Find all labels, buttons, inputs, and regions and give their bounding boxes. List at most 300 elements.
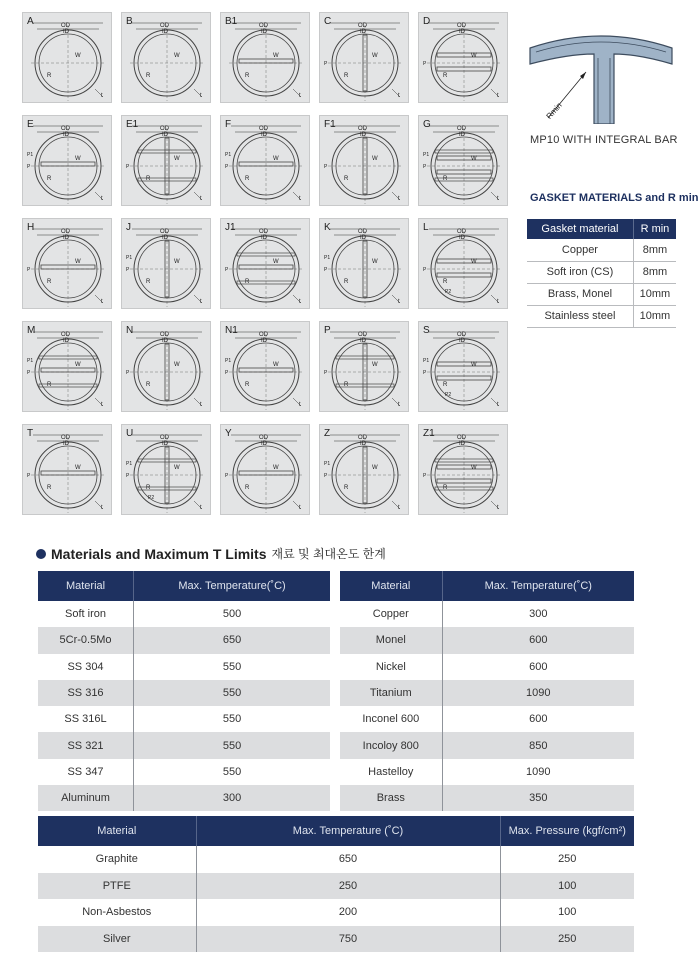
mp10-integral-bar-illustration: [528, 18, 674, 124]
shape-code-label: K: [324, 222, 331, 233]
gasket-shape-d: [418, 12, 508, 103]
svg-text:P: P: [27, 370, 31, 376]
table-row: [340, 680, 634, 706]
shape-code-label: B: [126, 16, 133, 27]
gasket-shape-f1: [319, 115, 409, 206]
svg-text:W: W: [372, 362, 378, 368]
temperature-table-right: [340, 571, 634, 811]
table-row: [527, 283, 676, 305]
cell-value: 300: [134, 785, 330, 811]
svg-text:ID: ID: [162, 235, 168, 241]
cell-material: Stainless steel: [527, 305, 633, 327]
svg-text:ID: ID: [459, 29, 465, 35]
svg-text:OD: OD: [160, 126, 169, 132]
gasket-outline-drawing: [320, 13, 409, 103]
gasket-outline-drawing: [419, 116, 508, 206]
cell-value: 1090: [442, 680, 634, 706]
gasket-shape-e1: [121, 115, 211, 206]
svg-text:W: W: [372, 156, 378, 162]
svg-text:ID: ID: [360, 132, 366, 138]
gasket-outline-drawing: [419, 322, 508, 412]
gasket-shape-j: [121, 218, 211, 309]
svg-text:OD: OD: [358, 332, 367, 338]
table-row: [340, 601, 634, 627]
cell-material: Brass: [340, 785, 442, 811]
cell-material: SS 316L: [38, 706, 134, 732]
shape-code-label: E: [27, 119, 34, 130]
svg-text:R: R: [443, 485, 448, 491]
svg-text:W: W: [372, 53, 378, 59]
cell-value: 550: [222, 765, 242, 778]
shape-code-label: N1: [225, 325, 238, 336]
cell-value: 250: [196, 873, 500, 900]
header-material: Material: [340, 571, 442, 601]
svg-text:R: R: [245, 176, 250, 182]
gasket-outline-drawing: [122, 322, 211, 412]
shape-code-label: N: [126, 325, 134, 336]
gasket-outline-drawing: [419, 13, 508, 103]
gasket-outline-drawing: [320, 425, 409, 515]
svg-text:P2: P2: [445, 392, 452, 398]
cell-material: Silver: [38, 926, 196, 953]
svg-text:ID: ID: [459, 441, 465, 447]
cell-material: Nickel: [340, 654, 442, 680]
svg-text:OD: OD: [358, 126, 367, 132]
cell-material: Copper: [340, 601, 442, 627]
cell-material: Hastelloy: [340, 759, 442, 785]
cell-value: 300: [529, 608, 548, 621]
svg-text:P: P: [423, 267, 427, 273]
svg-text:W: W: [75, 465, 81, 471]
svg-text:OD: OD: [259, 229, 268, 235]
svg-text:P: P: [423, 473, 427, 479]
svg-text:P1: P1: [324, 255, 331, 261]
gasket-outline-drawing: [122, 13, 211, 103]
svg-text:P: P: [27, 473, 31, 479]
svg-text:ID: ID: [261, 132, 267, 138]
svg-text:OD: OD: [457, 126, 466, 132]
svg-text:OD: OD: [259, 126, 268, 132]
svg-text:P: P: [225, 473, 229, 479]
svg-text:W: W: [471, 465, 477, 471]
svg-text:ID: ID: [360, 441, 366, 447]
svg-text:ID: ID: [162, 441, 168, 447]
shape-code-label: Z1: [423, 428, 435, 439]
svg-text:P1: P1: [27, 358, 34, 364]
table-row: [38, 846, 634, 873]
section-title-kr: 재료 및 최대온도 한계: [271, 547, 386, 561]
svg-text:P: P: [126, 473, 130, 479]
svg-text:ID: ID: [360, 338, 366, 344]
svg-text:W: W: [75, 259, 81, 265]
shape-code-label: T: [27, 428, 34, 439]
gasket-shape-k: [319, 218, 409, 309]
table-row: [340, 732, 634, 758]
shape-code-label: A: [27, 16, 34, 27]
cell-value: 550: [134, 732, 330, 758]
gasket-outline-drawing: [23, 425, 112, 515]
cell-material: Monel: [340, 627, 442, 653]
svg-text:OD: OD: [61, 332, 70, 338]
cell-material: Soft iron: [38, 601, 134, 627]
svg-text:OD: OD: [457, 332, 466, 338]
gasket-outline-drawing: [221, 425, 310, 515]
table-row: [38, 654, 330, 680]
cell-material: PTFE: [38, 873, 196, 900]
svg-text:W: W: [174, 362, 180, 368]
table-row: [340, 785, 634, 811]
svg-text:R: R: [47, 73, 52, 79]
gasket-outline-drawing: [23, 219, 112, 309]
svg-text:ID: ID: [459, 132, 465, 138]
svg-text:W: W: [471, 156, 477, 162]
svg-text:P: P: [324, 473, 328, 479]
svg-text:OD: OD: [457, 229, 466, 235]
cell-material: Brass, Monel: [527, 283, 633, 305]
table-row: [527, 261, 676, 283]
svg-text:P2: P2: [148, 495, 155, 501]
svg-text:W: W: [75, 362, 81, 368]
svg-text:P1: P1: [225, 152, 232, 158]
gasket-shape-p: [319, 321, 409, 412]
svg-text:P: P: [423, 164, 427, 170]
svg-text:W: W: [471, 362, 477, 368]
gasket-shape-t: [22, 424, 112, 515]
svg-text:P: P: [324, 267, 328, 273]
cell-material: Copper: [527, 239, 633, 261]
svg-text:ID: ID: [162, 338, 168, 344]
svg-text:P: P: [126, 267, 130, 273]
svg-text:W: W: [372, 465, 378, 471]
cell-material: Incoloy 800: [340, 732, 442, 758]
svg-text:P1: P1: [126, 461, 133, 467]
gasket-shape-m: [22, 321, 112, 412]
shape-code-label: Y: [225, 428, 232, 439]
gasket-outline-drawing: [221, 116, 310, 206]
svg-text:P1: P1: [126, 255, 133, 261]
svg-text:R: R: [344, 485, 349, 491]
shape-code-label: M: [27, 325, 36, 336]
table-row: [38, 785, 330, 811]
table-row: [38, 732, 330, 758]
svg-text:P: P: [27, 267, 31, 273]
svg-text:R: R: [47, 382, 52, 388]
cell-material: SS 304: [38, 654, 134, 680]
svg-text:OD: OD: [160, 229, 169, 235]
svg-text:R: R: [245, 485, 250, 491]
cell-rmin: 10mm: [633, 283, 676, 305]
gasket-shape-z: [319, 424, 409, 515]
svg-text:OD: OD: [259, 435, 268, 441]
table-row: [38, 680, 330, 706]
rmin-label: Rmin: [544, 100, 564, 121]
svg-text:ID: ID: [63, 29, 69, 35]
table-row: [38, 873, 634, 900]
gasket-shape-j1: [220, 218, 310, 309]
shape-code-label: J1: [225, 222, 236, 233]
cell-material: Non-Asbestos: [38, 899, 196, 926]
svg-text:R: R: [146, 73, 151, 79]
cell-value: 100: [500, 873, 634, 900]
svg-text:P1: P1: [27, 152, 34, 158]
svg-text:ID: ID: [261, 338, 267, 344]
table-row: [38, 601, 330, 627]
svg-text:ID: ID: [63, 235, 69, 241]
svg-text:W: W: [273, 362, 279, 368]
svg-text:ID: ID: [162, 29, 168, 35]
cell-value: 550: [134, 680, 330, 706]
table-row: [38, 706, 330, 732]
header-material: Material: [38, 571, 134, 601]
svg-text:W: W: [273, 465, 279, 471]
svg-text:R: R: [344, 176, 349, 182]
cell-material: Titanium: [340, 680, 442, 706]
svg-text:R: R: [443, 279, 448, 285]
gasket-shape-y: [220, 424, 310, 515]
gasket-outline-drawing: [23, 322, 112, 412]
svg-text:OD: OD: [160, 435, 169, 441]
svg-text:OD: OD: [61, 23, 70, 29]
cell-value: 550: [222, 660, 242, 673]
svg-text:R: R: [245, 73, 250, 79]
svg-text:W: W: [273, 156, 279, 162]
svg-text:W: W: [273, 53, 279, 59]
svg-text:W: W: [174, 156, 180, 162]
shape-code-label: E1: [126, 119, 139, 130]
svg-text:R: R: [47, 485, 52, 491]
cell-value: 100: [558, 906, 577, 919]
gasket-outline-drawing: [122, 425, 211, 515]
svg-text:ID: ID: [63, 441, 69, 447]
svg-text:OD: OD: [358, 23, 367, 29]
svg-text:OD: OD: [61, 229, 70, 235]
table-row: [527, 239, 676, 261]
shape-code-label: B1: [225, 16, 238, 27]
gasket-shape-a: [22, 12, 112, 103]
cell-material: Inconel 600: [340, 706, 442, 732]
svg-text:ID: ID: [360, 29, 366, 35]
shape-code-label: F: [225, 119, 232, 130]
svg-text:W: W: [75, 53, 81, 59]
svg-text:P: P: [225, 267, 229, 273]
temperature-table-left: [38, 571, 330, 811]
table-row: [38, 759, 330, 785]
svg-text:ID: ID: [63, 338, 69, 344]
shape-code-label: U: [126, 428, 134, 439]
cell-value: 600: [529, 660, 548, 673]
gasket-outline-drawing: [320, 219, 409, 309]
cell-value: 550: [222, 713, 242, 726]
cell-material: 5Cr-0.5Mo: [38, 627, 134, 653]
cell-rmin: 10mm: [633, 305, 676, 327]
svg-text:P: P: [423, 370, 427, 376]
cell-material: Aluminum: [38, 785, 134, 811]
svg-text:P1: P1: [324, 461, 331, 467]
table-row: [527, 305, 676, 327]
shape-code-label: F1: [324, 119, 336, 130]
gasket-shape-f: [220, 115, 310, 206]
header-max-temperature: Max. Temperature (˚C): [196, 816, 500, 846]
gasket-shape-c: [319, 12, 409, 103]
shape-code-label: H: [27, 222, 35, 233]
shape-code-label: Z: [324, 428, 331, 439]
svg-text:ID: ID: [63, 132, 69, 138]
cell-rmin: 8mm: [633, 261, 676, 283]
svg-text:OD: OD: [259, 23, 268, 29]
cell-value: 850: [442, 732, 634, 758]
cell-value: 600: [442, 627, 634, 653]
shape-code-label: D: [423, 16, 431, 27]
svg-text:R: R: [443, 176, 448, 182]
cell-value: 600: [529, 713, 548, 726]
gasket-outline-drawing: [23, 116, 112, 206]
svg-text:P: P: [225, 370, 229, 376]
cell-material: SS 347: [38, 759, 134, 785]
svg-text:R: R: [146, 382, 151, 388]
svg-text:W: W: [471, 53, 477, 59]
svg-text:R: R: [146, 485, 151, 491]
svg-text:OD: OD: [358, 435, 367, 441]
cell-value: 350: [442, 785, 634, 811]
svg-text:R: R: [47, 176, 52, 182]
cell-value: 650: [134, 627, 330, 653]
svg-text:P: P: [423, 61, 427, 67]
gasket-outline-drawing: [122, 219, 211, 309]
svg-text:R: R: [344, 279, 349, 285]
shape-code-label: S: [423, 325, 430, 336]
cell-value: 1090: [526, 765, 551, 778]
cell-value: 250: [558, 853, 577, 866]
shape-code-label: J: [126, 222, 131, 233]
header-material: Material: [38, 816, 196, 846]
svg-text:P: P: [225, 164, 229, 170]
svg-text:W: W: [372, 259, 378, 265]
svg-text:OD: OD: [457, 435, 466, 441]
cell-material: SS 321: [38, 732, 134, 758]
header-gasket-material: Gasket material: [527, 219, 633, 239]
gasket-shape-b: [121, 12, 211, 103]
svg-text:R: R: [443, 73, 448, 79]
header-r-min: R min: [633, 219, 676, 239]
svg-text:ID: ID: [261, 235, 267, 241]
section-title-en: Materials and Maximum T Limits: [51, 545, 267, 562]
cell-material: Soft iron (CS): [527, 261, 633, 283]
table-row: [340, 654, 634, 680]
svg-text:R: R: [245, 382, 250, 388]
nonmetal-limits-table: [38, 816, 634, 952]
materials-section-title: [36, 545, 386, 562]
svg-text:W: W: [471, 259, 477, 265]
gasket-shape-s: [418, 321, 508, 412]
svg-text:P: P: [126, 164, 130, 170]
svg-text:R: R: [146, 176, 151, 182]
svg-text:ID: ID: [459, 338, 465, 344]
svg-text:W: W: [273, 259, 279, 265]
header-max-temperature: Max. Temperature(˚C): [134, 571, 330, 601]
svg-text:P: P: [324, 370, 328, 376]
svg-text:P: P: [27, 164, 31, 170]
gasket-shape-grid: [22, 12, 508, 515]
table-row: [38, 627, 330, 653]
gasket-shape-n1: [220, 321, 310, 412]
table-row: [340, 706, 634, 732]
svg-text:R: R: [344, 73, 349, 79]
table-row: [340, 759, 634, 785]
cell-value: 750: [196, 926, 500, 953]
svg-text:OD: OD: [61, 435, 70, 441]
gasket-outline-drawing: [23, 13, 112, 103]
shape-code-label: C: [324, 16, 332, 27]
svg-text:P1: P1: [423, 152, 430, 158]
gasket-materials-table: [527, 219, 676, 328]
header-max-temperature: Max. Temperature(˚C): [442, 571, 634, 601]
svg-text:R: R: [344, 382, 349, 388]
svg-text:W: W: [174, 259, 180, 265]
gasket-shape-e: [22, 115, 112, 206]
mp10-caption: MP10 WITH INTEGRAL BAR: [530, 134, 678, 146]
svg-text:OD: OD: [457, 23, 466, 29]
cell-value: 650: [196, 846, 500, 873]
svg-text:OD: OD: [160, 332, 169, 338]
gasket-shape-l: [418, 218, 508, 309]
gasket-shape-g: [418, 115, 508, 206]
gasket-materials-title: GASKET MATERIALS and R min: [530, 192, 699, 204]
cell-value: 250: [500, 926, 634, 953]
shape-code-label: L: [423, 222, 429, 233]
svg-text:P: P: [324, 164, 328, 170]
svg-text:P1: P1: [225, 358, 232, 364]
svg-text:R: R: [443, 382, 448, 388]
svg-text:OD: OD: [61, 126, 70, 132]
svg-text:R: R: [146, 279, 151, 285]
svg-text:P2: P2: [445, 289, 452, 295]
gasket-outline-drawing: [320, 322, 409, 412]
svg-text:R: R: [47, 279, 52, 285]
svg-text:P1: P1: [423, 358, 430, 364]
cell-value: 200: [196, 899, 500, 926]
shape-code-label: G: [423, 119, 431, 130]
svg-text:R: R: [245, 279, 250, 285]
svg-text:P: P: [126, 370, 130, 376]
cell-material: Graphite: [38, 846, 196, 873]
gasket-shape-n: [121, 321, 211, 412]
cell-material: SS 316: [38, 680, 134, 706]
table-row: [38, 926, 634, 953]
cell-value: 500: [222, 608, 242, 621]
gasket-shape-u: [121, 424, 211, 515]
svg-text:OD: OD: [358, 229, 367, 235]
svg-text:ID: ID: [162, 132, 168, 138]
bullet-icon: [36, 549, 46, 559]
gasket-outline-drawing: [419, 219, 508, 309]
gasket-shape-b1: [220, 12, 310, 103]
svg-text:P: P: [324, 61, 328, 67]
svg-text:ID: ID: [261, 441, 267, 447]
shape-code-label: P: [324, 325, 331, 336]
svg-text:W: W: [174, 53, 180, 59]
gasket-shape-h: [22, 218, 112, 309]
gasket-shape-z1: [418, 424, 508, 515]
cell-rmin: 8mm: [633, 239, 676, 261]
svg-text:OD: OD: [160, 23, 169, 29]
svg-text:W: W: [174, 465, 180, 471]
table-row: [38, 899, 634, 926]
svg-text:OD: OD: [259, 332, 268, 338]
svg-text:W: W: [75, 156, 81, 162]
table-row: [340, 627, 634, 653]
svg-text:ID: ID: [261, 29, 267, 35]
svg-text:ID: ID: [360, 235, 366, 241]
